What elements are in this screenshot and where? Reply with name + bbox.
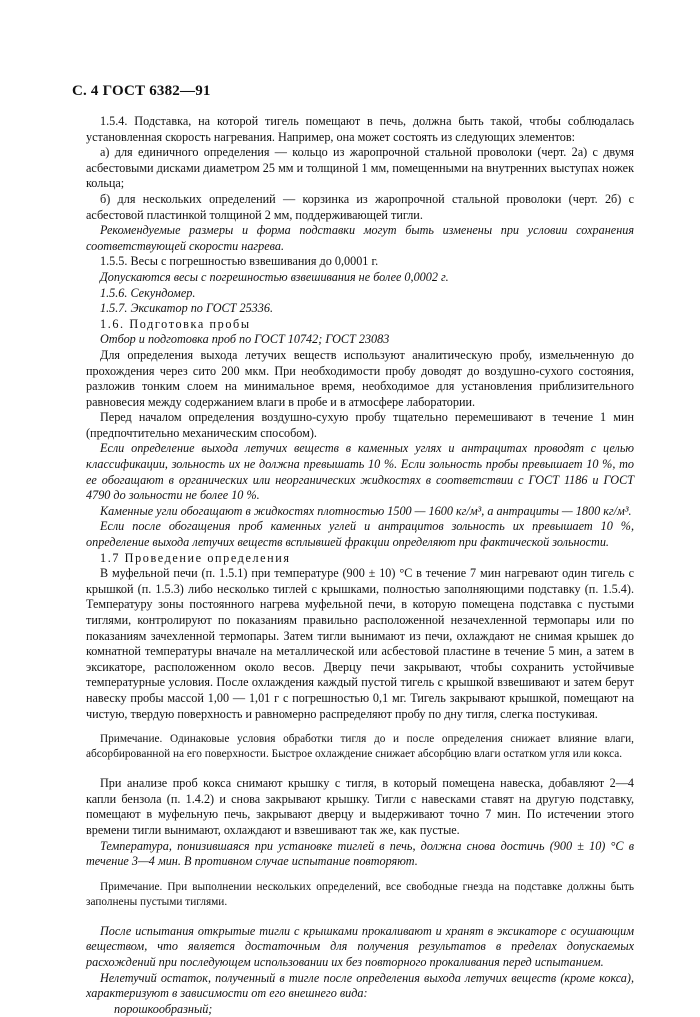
crucible-storage: После испытания открытые тигли с крышками прокаливают и хранят в эксикаторе с осушающим веществом, что является достаточным для получения результатов в пределах допускаемых расхождений при последующем использовании их без повторного прокаливания перед испытанием.	[86, 923, 634, 969]
sampling-reference: Отбор и подготовка проб по ГОСТ 10742; ГОСТ 23083	[100, 332, 390, 347]
note-2: Примечание. При выполнении нескольких определений, все свободные гнезда на подставке должны быть заполнены пустыми тиглями.	[86, 880, 634, 908]
residue-characteristics: Нелетучий остаток, полученный в тигле после определения выхода летучих веществ (кроме кокса), характеризуют в зависимости от его внешнего вида:	[86, 970, 634, 1001]
item-a: а) для единичного определения — кольцо из жаропрочной стальной проволоки (черт. 2а) с двумя асбестовыми дисками диаметром 25 мм и толщиной 1 мм, помещенными на внутренних выступах ножек кольца;	[86, 145, 634, 191]
paragraph-1-5-4: 1.5.4. Подставка, на которой тигель помещают в печь, должна быть такой, чтобы соблюдалась установленная скорость нагревания. Например, она может состоять из следующих элементов:	[86, 114, 634, 144]
sample-mixing: Перед началом определения воздушно-сухую пробу тщательно перемешивают в течение 1 мин (предпочтительно механическим способом).	[86, 410, 634, 440]
paragraph-1-5-7: 1.5.7. Эксикатор по ГОСТ 25336.	[100, 301, 273, 316]
coke-analysis: При анализе проб кокса снимают крышку с тигля, в который помещена навеска, добавляют 2—4 капли бензола (п. 1.4.2) и снова закрывают крышку. Тигли с навесками ставят на другую подставку, помещают в муфельную печь, закрывают дверцу и выдерживают точно 7 мин. По истечении этого времени тигли вынимают, охлаждают и взвешивают так же, как пустые.	[86, 776, 634, 837]
recommendation-note: Рекомендуемые размеры и форма подставки могут быть изменены при условии сохранения соответствующей скорости нагрева.	[86, 223, 634, 253]
temperature-recovery: Температура, понизившаяся при установке тиглей в печь, должна снова достичь (900 ± 10) °С в течение 3—4 мин. В противном случае испытание повторяют.	[86, 838, 634, 869]
item-b: б) для нескольких определений — корзинка из жаропрочной стальной проволоки (черт. 2б) с асбестовой пластинкой толщиной 2 мм, поддерживающей тигли.	[86, 191, 634, 222]
floating-fraction-note: Если после обогащения проб каменных углей и антрацитов зольность их превышает 10 %, определение выхода летучих веществ всплывшей фракции определяют при фактической зольности.	[86, 519, 634, 550]
residue-powdery: порошкообразный;	[114, 1001, 213, 1016]
sample-preparation: Для определения выхода летучих веществ используют аналитическую пробу, измельченную до прохождения через сито 200 мкм. При необходимости пробу доводят до воздушно-сухого состояния, разложив тонким слоем на минимальное время, необходимое для установления приблизительного равновесия между содержанием влаги в пробе и в атмосфере лаборатории.	[86, 347, 634, 409]
procedure-main: В муфельной печи (п. 1.5.1) при температуре (900 ± 10) °С в течение 7 мин нагревают один тигель с крышкой (п. 1.5.3) либо несколько тиглей с крышками, полностью заполняющими подставку (п. 1.5.4). Температуру зоны постоянного нагрева муфельной печи, в которую помещена подставка с пустыми тиглями, контролируют по показаниям правильно расположенной незачехленной термопары или по показаниям зачехленной термопары. Затем тигли вынимают из печи, охлаждают не снимая крышек до комнатной температуры вначале на металлической или асбестовой пластине в течение 5 мин, а затем в эксикаторе, расположенном около весов. Дверцу печи закрывают, чтобы сохранить устойчивые температурные условия. После охлаждения каждый пустой тигель с крышкой взвешивают и затем берут навеску пробы массой 1,00 — 1,01 г с погрешностью 0,1 мг. Тигель закрывают крышкой, помещают на чистую, твердую поверхность и равномерно распределяют пробу по дну тигля, слегка постукивая.	[86, 566, 634, 721]
section-1-7-heading: 1.7 Проведение определения	[100, 550, 291, 565]
ash-content-note: Если определение выхода летучих веществ в каменных углях и антрацитах проводят с целью классификации, зольность их не должна превышать 10 %. Если зольность пробы превышает 10 %, то ее обогащают в органических или неорганических жидкостях в соответствии с ГОСТ 1186 и ГОСТ 4790 до зольности не более 10 %.	[86, 441, 634, 503]
paragraph-1-5-5: 1.5.5. Весы с погрешностью взвешивания до 0,0001 г.	[100, 254, 379, 269]
section-1-6-heading: 1.6. Подготовка пробы	[100, 316, 251, 331]
page-header: С. 4 ГОСТ 6382—91	[72, 83, 211, 99]
density-note: Каменные угли обогащают в жидкостях плотностью 1500 — 1600 кг/м³, а антрациты — 1800 кг/м³.	[100, 503, 632, 518]
paragraph-1-5-6: 1.5.6. Секундомер.	[100, 285, 196, 300]
note-1: Примечание. Одинаковые условия обработки тигля до и после определения снижает влияние влаги, абсорбированной на его поверхности. Быстрое охлаждение снижает абсорбцию влаги остатком угля или кокса.	[86, 733, 634, 761]
document-body	[86, 114, 634, 1017]
scales-tolerance: Допускаются весы с погрешностью взвешивания не более 0,0002 г.	[100, 269, 449, 284]
